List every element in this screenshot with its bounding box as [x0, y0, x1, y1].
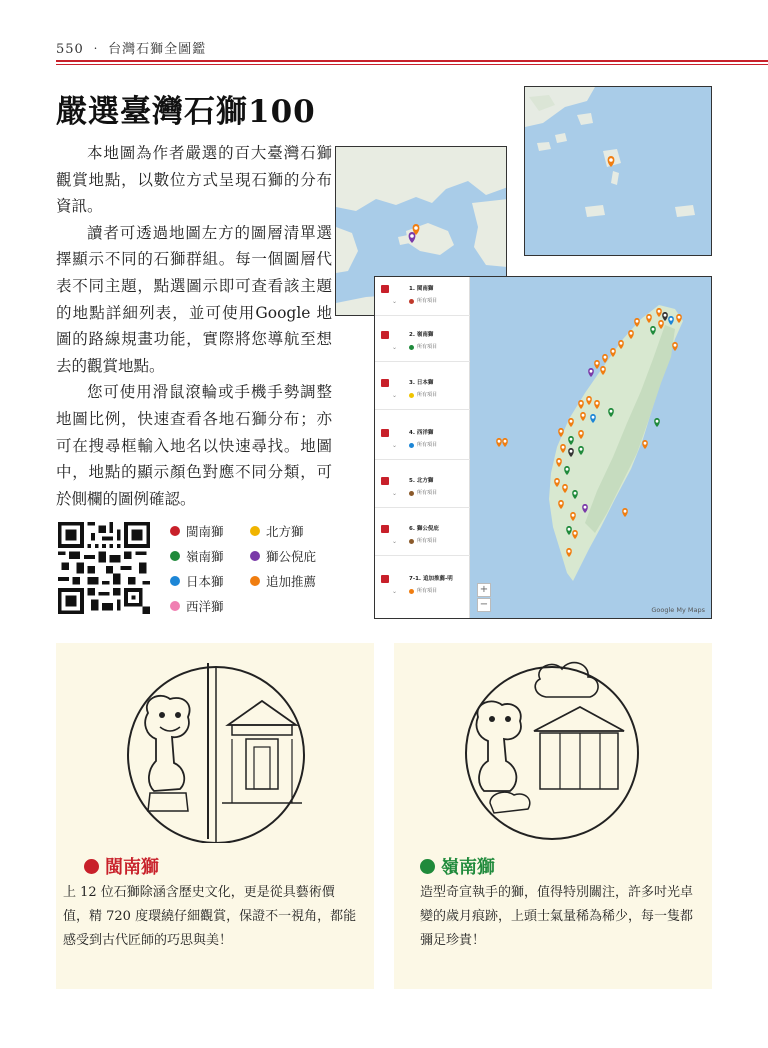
chevron-down-icon[interactable]: ⌄	[392, 298, 398, 305]
layer-checkbox[interactable]	[381, 285, 389, 293]
intro-text	[56, 140, 332, 512]
layer-sub-label: 所有項目	[417, 538, 438, 544]
layer-checkbox[interactable]	[381, 525, 389, 533]
legend-dot-purple	[250, 551, 260, 561]
chevron-down-icon[interactable]: ⌄	[392, 538, 398, 545]
layer-pin-icon	[409, 345, 414, 350]
layer-name: 1. 閩南獅	[409, 286, 434, 292]
layer-checkbox[interactable]	[381, 575, 389, 583]
layer-checkbox[interactable]	[381, 477, 389, 485]
legend-item-western	[170, 597, 224, 615]
card-minnan	[56, 643, 374, 989]
layer-pin-icon	[409, 393, 414, 398]
layer-checkbox[interactable]	[381, 331, 389, 339]
legend-dot-orange	[250, 576, 260, 586]
intro-paragraph-3: 您可使用滑鼠滾輪或手機手勢調整地圖比例，快速查看各地石獅分布；亦可在搜尋框輸入地名以快速尋找。地圖中，地點的顯示顏色對應不同分類，可於側欄的圖例確認。	[56, 383, 332, 508]
chevron-down-icon[interactable]: ⌄	[392, 588, 398, 595]
legend-dot-yellow	[250, 526, 260, 536]
lingnan-lion-illustration	[394, 643, 712, 843]
minnan-lion-illustration	[56, 643, 374, 843]
layer-sub-label: 所有項目	[417, 442, 438, 448]
legend-label: 嶺南獅	[186, 549, 224, 564]
running-head: 550 ‧ 台灣石獅全圖鑑	[56, 42, 207, 57]
intro-paragraph-1: 本地圖為作者嚴選的百大臺灣石獅觀賞地點，以數位方式呈現石獅的分布資訊。	[56, 144, 332, 216]
legend-item-japan	[170, 572, 224, 590]
layer-pin-icon	[409, 491, 414, 496]
page-title: 嚴選臺灣石獅100	[56, 94, 316, 130]
layer-sub-label: 所有項目	[417, 588, 438, 594]
legend-label: 閩南獅	[186, 524, 224, 539]
layer-pin-icon	[409, 299, 414, 304]
layer-checkbox[interactable]	[381, 379, 389, 387]
card-title	[84, 853, 159, 879]
bullet-icon	[84, 859, 99, 874]
legend-dot-green	[170, 551, 180, 561]
legend-item-minnan	[170, 522, 224, 540]
layer-sub-label: 所有項目	[417, 344, 438, 350]
map-layer-sidebar	[375, 277, 470, 618]
card-text: 上 12 位石獅除涵含歷史文化，更是從具藝術價值，精 720 度環繞仔細觀賞，保證不一視角，都能感受到古代匠師的巧思與美！	[63, 885, 357, 948]
legend-item-north	[250, 522, 304, 540]
inset-map-graphic	[525, 87, 712, 256]
legend-label: 北方獅	[266, 524, 304, 539]
bullet-icon	[420, 859, 435, 874]
card-text: 造型奇宣執手的獅，值得特別關注，許多吋光卓變的歲月痕跡，上頭士氣量稀為稀少，每一隻都彌足珍貴！	[420, 885, 694, 948]
layer-checkbox[interactable]	[381, 429, 389, 437]
chevron-down-icon[interactable]: ⌄	[392, 442, 398, 449]
layer-divider	[375, 409, 470, 410]
layer-sub-label: 所有項目	[417, 392, 438, 398]
chevron-down-icon[interactable]: ⌄	[392, 392, 398, 399]
layer-name: 6. 獅公倪庇	[409, 526, 439, 532]
zoom-in-button[interactable]: +	[477, 583, 491, 597]
layer-pin-icon	[409, 539, 414, 544]
card-lingnan	[394, 643, 712, 989]
layer-divider	[375, 459, 470, 460]
layer-divider	[375, 315, 470, 316]
layer-name: 4. 西洋獅	[409, 430, 434, 436]
layer-sub-label: 所有項目	[417, 298, 438, 304]
intro-paragraph-2: 讀者可透過地圖左方的圖層清單選擇顯示不同的石獅群組。每一個圖層代表不同主題，點選圖示即可查看該主題的地點詳細列表，並可使用Google 地圖的路線規畫功能，實際將您導航至想去的觀賞地點。	[56, 223, 332, 375]
layer-pin-icon	[409, 589, 414, 594]
card-title-text: 閩南獅	[105, 857, 159, 878]
chevron-down-icon[interactable]: ⌄	[392, 344, 398, 351]
legend-item-shigong	[250, 547, 316, 565]
card-title	[420, 853, 495, 879]
legend-label: 追加推薦	[266, 574, 317, 589]
header-rule	[56, 60, 768, 62]
legend-dot-red	[170, 526, 180, 536]
layer-name: 3. 日本獅	[409, 380, 434, 386]
layer-name: 7-1. 追加推薦-明	[409, 576, 453, 582]
legend-item-extra	[250, 572, 316, 590]
legend-item-lingnan	[170, 547, 224, 565]
layer-divider	[375, 555, 470, 556]
layer-name: 5. 北方獅	[409, 478, 434, 484]
layer-divider	[375, 507, 470, 508]
inset-map-outlying-islands[interactable]	[524, 86, 712, 256]
layer-pin-icon	[409, 443, 414, 448]
legend-dot-pink	[170, 601, 180, 611]
main-map-taiwan[interactable]	[374, 276, 712, 619]
layer-sub-label: 所有項目	[417, 490, 438, 496]
card-title-text: 嶺南獅	[441, 857, 495, 878]
chevron-down-icon[interactable]: ⌄	[392, 490, 398, 497]
legend-label: 日本獅	[186, 574, 224, 589]
legend-dot-blue	[170, 576, 180, 586]
legend-label: 西洋獅	[186, 599, 224, 614]
legend-label: 獅公倪庇	[266, 549, 317, 564]
qr-code[interactable]	[58, 522, 150, 614]
layer-name: 2. 嶺南獅	[409, 332, 434, 338]
header-rule-thin	[56, 64, 768, 65]
layer-divider	[375, 361, 470, 362]
zoom-out-button[interactable]: −	[477, 598, 491, 612]
map-attribution: Google My Maps	[651, 606, 705, 614]
